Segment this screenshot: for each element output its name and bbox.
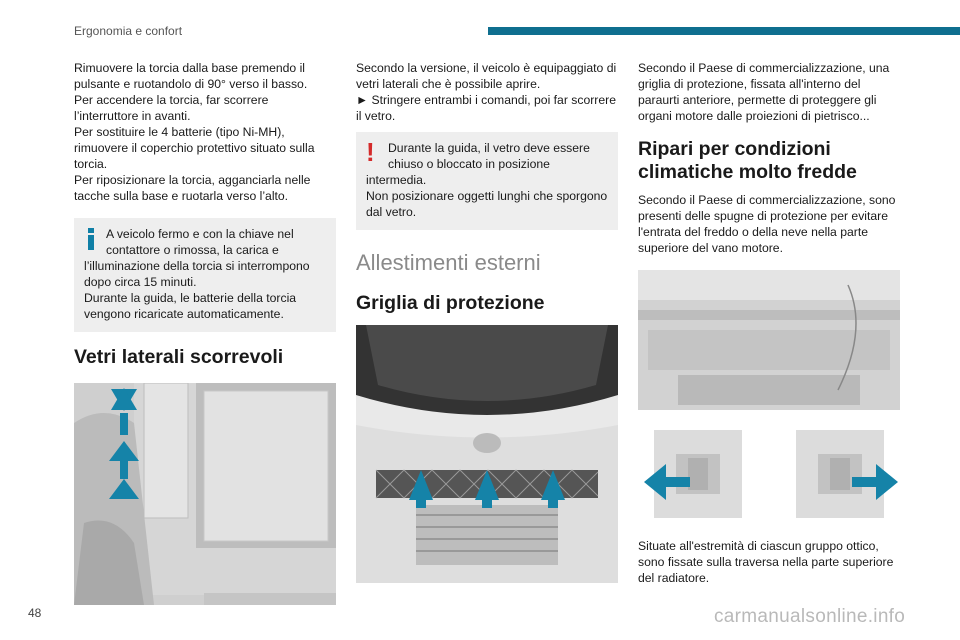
- warning-note-text-1: Durante la guida, il vetro deve essere chiuso o bloccato in posizione intermedia.: [366, 141, 590, 187]
- engine-compartment-illustration: [638, 270, 900, 410]
- heading-sliding-windows: Vetri laterali scorrevoli: [74, 346, 284, 368]
- heading-protection-grille: Griglia di protezione: [356, 292, 545, 314]
- window-description: Secondo la versione, il veicolo è equipaggiato di vetri laterali che è possibile aprire.: [356, 61, 617, 91]
- torch-instruction-2: Per accendere la torcia, far scorrere l’interruttore in avanti.: [74, 93, 269, 123]
- watermark: carmanualsonline.info: [714, 606, 906, 627]
- column-1: [74, 60, 336, 605]
- window-instruction: ► Stringere entrambi i comandi, poi far scorrere il vetro.: [356, 93, 616, 123]
- warning-note: [356, 132, 618, 230]
- torch-instruction-1: Rimuovere la torcia dalla base premendo il pulsante e ruotandolo di 90° verso il basso.: [74, 61, 308, 91]
- headlight-foam-details: [638, 430, 900, 520]
- left-arrow-icon: [644, 464, 690, 500]
- protection-grille-illustration: [356, 325, 618, 583]
- heading-cold-climate-covers: Ripari per condizioni climatiche molto fredde: [638, 138, 857, 183]
- right-arrow-icon: [852, 464, 898, 500]
- warning-note-text-2: Non posizionare oggetti lunghi che sporgono dal vetro.: [366, 189, 608, 219]
- info-note-text-2: Durante la guida, le batterie della torcia vengono ricaricate automaticamente.: [84, 291, 297, 321]
- info-note: [74, 218, 336, 332]
- column-2: [356, 60, 618, 583]
- page-number: 48: [28, 606, 42, 620]
- sliding-window-illustration: [74, 383, 336, 605]
- column-3: [638, 60, 900, 586]
- foam-location-caption: Situate all'estremità di ciascun gruppo ottico, sono fissate sulla traversa nella parte superiore del radiatore.: [638, 539, 894, 585]
- section-heading-exterior: Allestimenti esterni: [356, 250, 541, 275]
- header-title: Ergonomia e confort: [74, 24, 183, 38]
- torch-instruction-3: Per sostituire le 4 batterie (tipo Ni-MH), rimuovere il coperchio protettivo situato sulla torcia.: [74, 125, 315, 171]
- info-icon: [84, 228, 98, 250]
- warning-icon: !: [366, 137, 375, 167]
- header-accent-bar: [488, 27, 960, 35]
- torch-instruction-4: Per riposizionare la torcia, agganciarla nelle tacche sulla base e ruotarla verso l’alto.: [74, 173, 311, 203]
- info-note-text-1: A veicolo fermo e con la chiave nel contattore o rimossa, la carica e l’illuminazione della torcia si interrompono dopo circa 15 minuti.: [84, 227, 310, 289]
- cold-climate-description: Secondo il Paese di commercializzazione, sono presenti delle spugne di protezione per evitare l'entrata del freddo o della neve nella parte superiore del vano motore.: [638, 193, 896, 255]
- grille-description: Secondo il Paese di commercializzazione, una griglia di protezione, fissata all'interno del paraurti anteriore, permette di proteggere gli organi motore dalle proiezioni di pietrisco...: [638, 61, 890, 123]
